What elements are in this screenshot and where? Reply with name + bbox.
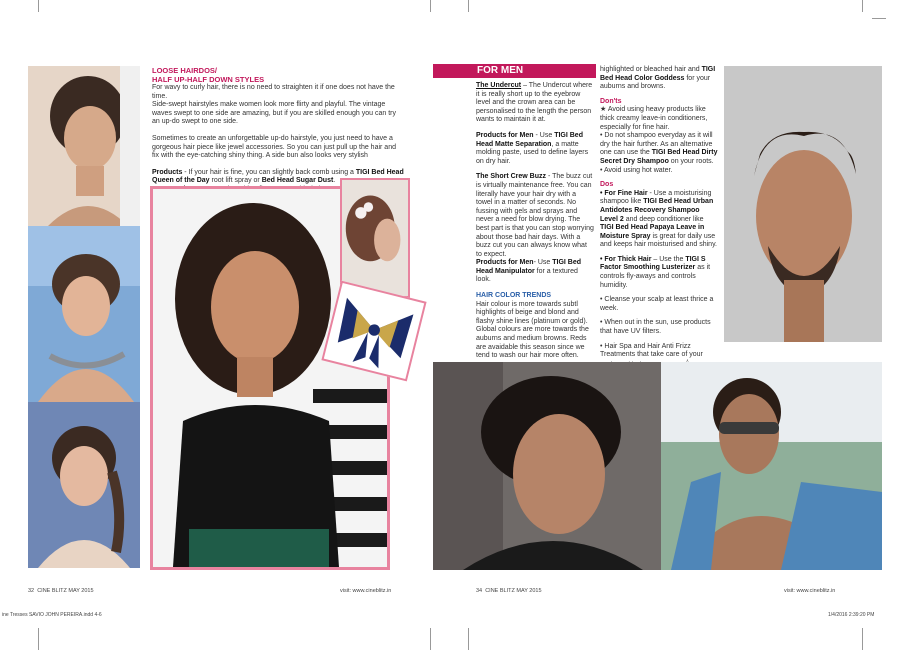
crop-mark: [468, 0, 469, 12]
do-item: • For Fine Hair - Use a moisturising shampoo like TIGI Bed Head Urban Antidotes Recovery Shampoo Level 2 and deep conditioner like TIGI Bed Head Papaya Leave in Moisture Spray is great for daily use and keeps hair moisturised and shiny.: [600, 189, 717, 249]
dont-item: • Do not shampoo everyday as it will dry the hair further. As an alternative one can use the TIGI Bed Head Dirty Secret Dry Shampoo on your roots.: [600, 132, 718, 165]
crop-mark: [468, 628, 469, 650]
do-item: • When out in the sun, use products that have UV filters.: [600, 319, 711, 336]
crop-mark: [872, 18, 886, 19]
photo-man-long-hair: [433, 362, 661, 570]
buzz-products-paragraph: Products for Men- Use TIGI Bed Head Manipulator for a textured look.: [476, 259, 582, 284]
do-item: • For Thick Hair – Use the TIGI S Factor Smoothing Lusterizer as it controls fly-aways and controls humidity.: [600, 255, 711, 289]
paragraph: Sometimes to create an unforgettable up-do hairstyle, you just need to have a gorgeous hair piece like jewel accessories. So you can just pull up the hair and fix with the eye-catching shiny thing. A side bun also looks very stylish: [152, 134, 396, 160]
dos-heading: Dos: [600, 181, 614, 189]
photo-flower-bun: [340, 178, 410, 298]
crop-mark: [38, 0, 39, 12]
photo-woman-updo-accessory: [28, 226, 140, 402]
donts-heading: Don'ts: [600, 97, 622, 105]
right-column: [600, 66, 718, 373]
crop-mark: [430, 628, 431, 650]
crop-mark: [38, 628, 39, 650]
folio: 32: [28, 588, 35, 594]
dont-item: • Avoid using hot water.: [600, 166, 673, 174]
page-footer-left: [28, 588, 94, 594]
crop-mark: [862, 0, 863, 12]
photo-woman-braid: [28, 402, 140, 568]
photo-backdrop-strip: [120, 66, 140, 226]
folio: 34: [476, 588, 483, 594]
photo-man-sunglasses: [661, 362, 882, 570]
do-item: • Hair Spa and Hair Anti Frizz Treatments that take care of your: [600, 343, 718, 371]
magazine-name: CINE BLITZ MAY 2015: [485, 588, 542, 594]
paragraph: Side-swept hairstyles make women look more flirty and playful. The vintage waves swept to one side are amazing, but if you are skilled enough you can try an up-do swept to one side.: [152, 101, 396, 126]
site-url: visit: www.cineblitz.in: [340, 588, 392, 594]
section-heading: LOOSE HAIRDOS/ HALF UP-HALF DOWN STYLES: [152, 66, 265, 84]
continuation-paragraph: highlighted or bleached hair and TIGI Bed Head Color Goddess for your auburns and browns.: [600, 66, 716, 91]
bow-icon: [324, 283, 424, 379]
crop-mark: [862, 628, 863, 650]
site-url: visit: www.cineblitz.in: [784, 588, 836, 594]
hair-color-heading: HAIR COLOR TRENDS: [476, 292, 552, 300]
products-paragraph: Products - If your hair is fine, you can slightly back comb using a TIGI Bed Head Queen of the Day root lift spray or Bed Head Sugar Dust.: [152, 168, 404, 185]
undercut-paragraph: The Undercut – The Undercut where it is really short up to the eyebrow level and the crown area can be personalised to the length the person wants to maintain it at.: [476, 82, 593, 124]
do-item: • Cleanse your scalp at least thrice a week.: [600, 296, 714, 312]
buzz-paragraph: The Short Crew Buzz - The buzz cut is virtually maintenance free. You can literally have your hair dry with a towel in a matter of seconds. No fussing with gels and sprays and never a need for blow drying. The best part is that you can stop worrying about those bad hair days. With a buzz cut you can always know what to expect.: [476, 173, 594, 258]
slug-right: 1/4/2016 2:39:20 PM: [828, 612, 875, 618]
photo-man-spiky-hair: [724, 66, 882, 342]
products-for-men-paragraph: Products for Men - Use TIGI Bed Head Matte Separation, a matte molding paste, used to define layers on dry hair.: [476, 131, 589, 165]
middle-column: [476, 82, 594, 397]
page-footer-right: [476, 588, 542, 594]
magazine-name: CINE BLITZ MAY 2015: [37, 588, 94, 594]
hair-color-paragraph: Hair colour is more towards subtl highlights of beige and blond and flashy shine lines (platinum or gold). Global colours are more towards the auburns and medium browns. Reds are avaidable this season since we tend to wash our hair more often.: [476, 300, 589, 360]
for-men-banner: FOR MEN: [433, 64, 596, 78]
left-article: [152, 66, 404, 195]
paragraph: For wavy to curly hair, there is no need to straighten it if one does not have the time.: [152, 84, 395, 100]
dont-item: ★ Avoid using heavy products like thick creamy leave-in conditioners, especially for fine hair.: [600, 106, 708, 131]
slug-left: ine Tresses SAVIO JOHN PEREIRA.indd 4-6: [2, 612, 102, 618]
crop-mark: [430, 0, 431, 12]
